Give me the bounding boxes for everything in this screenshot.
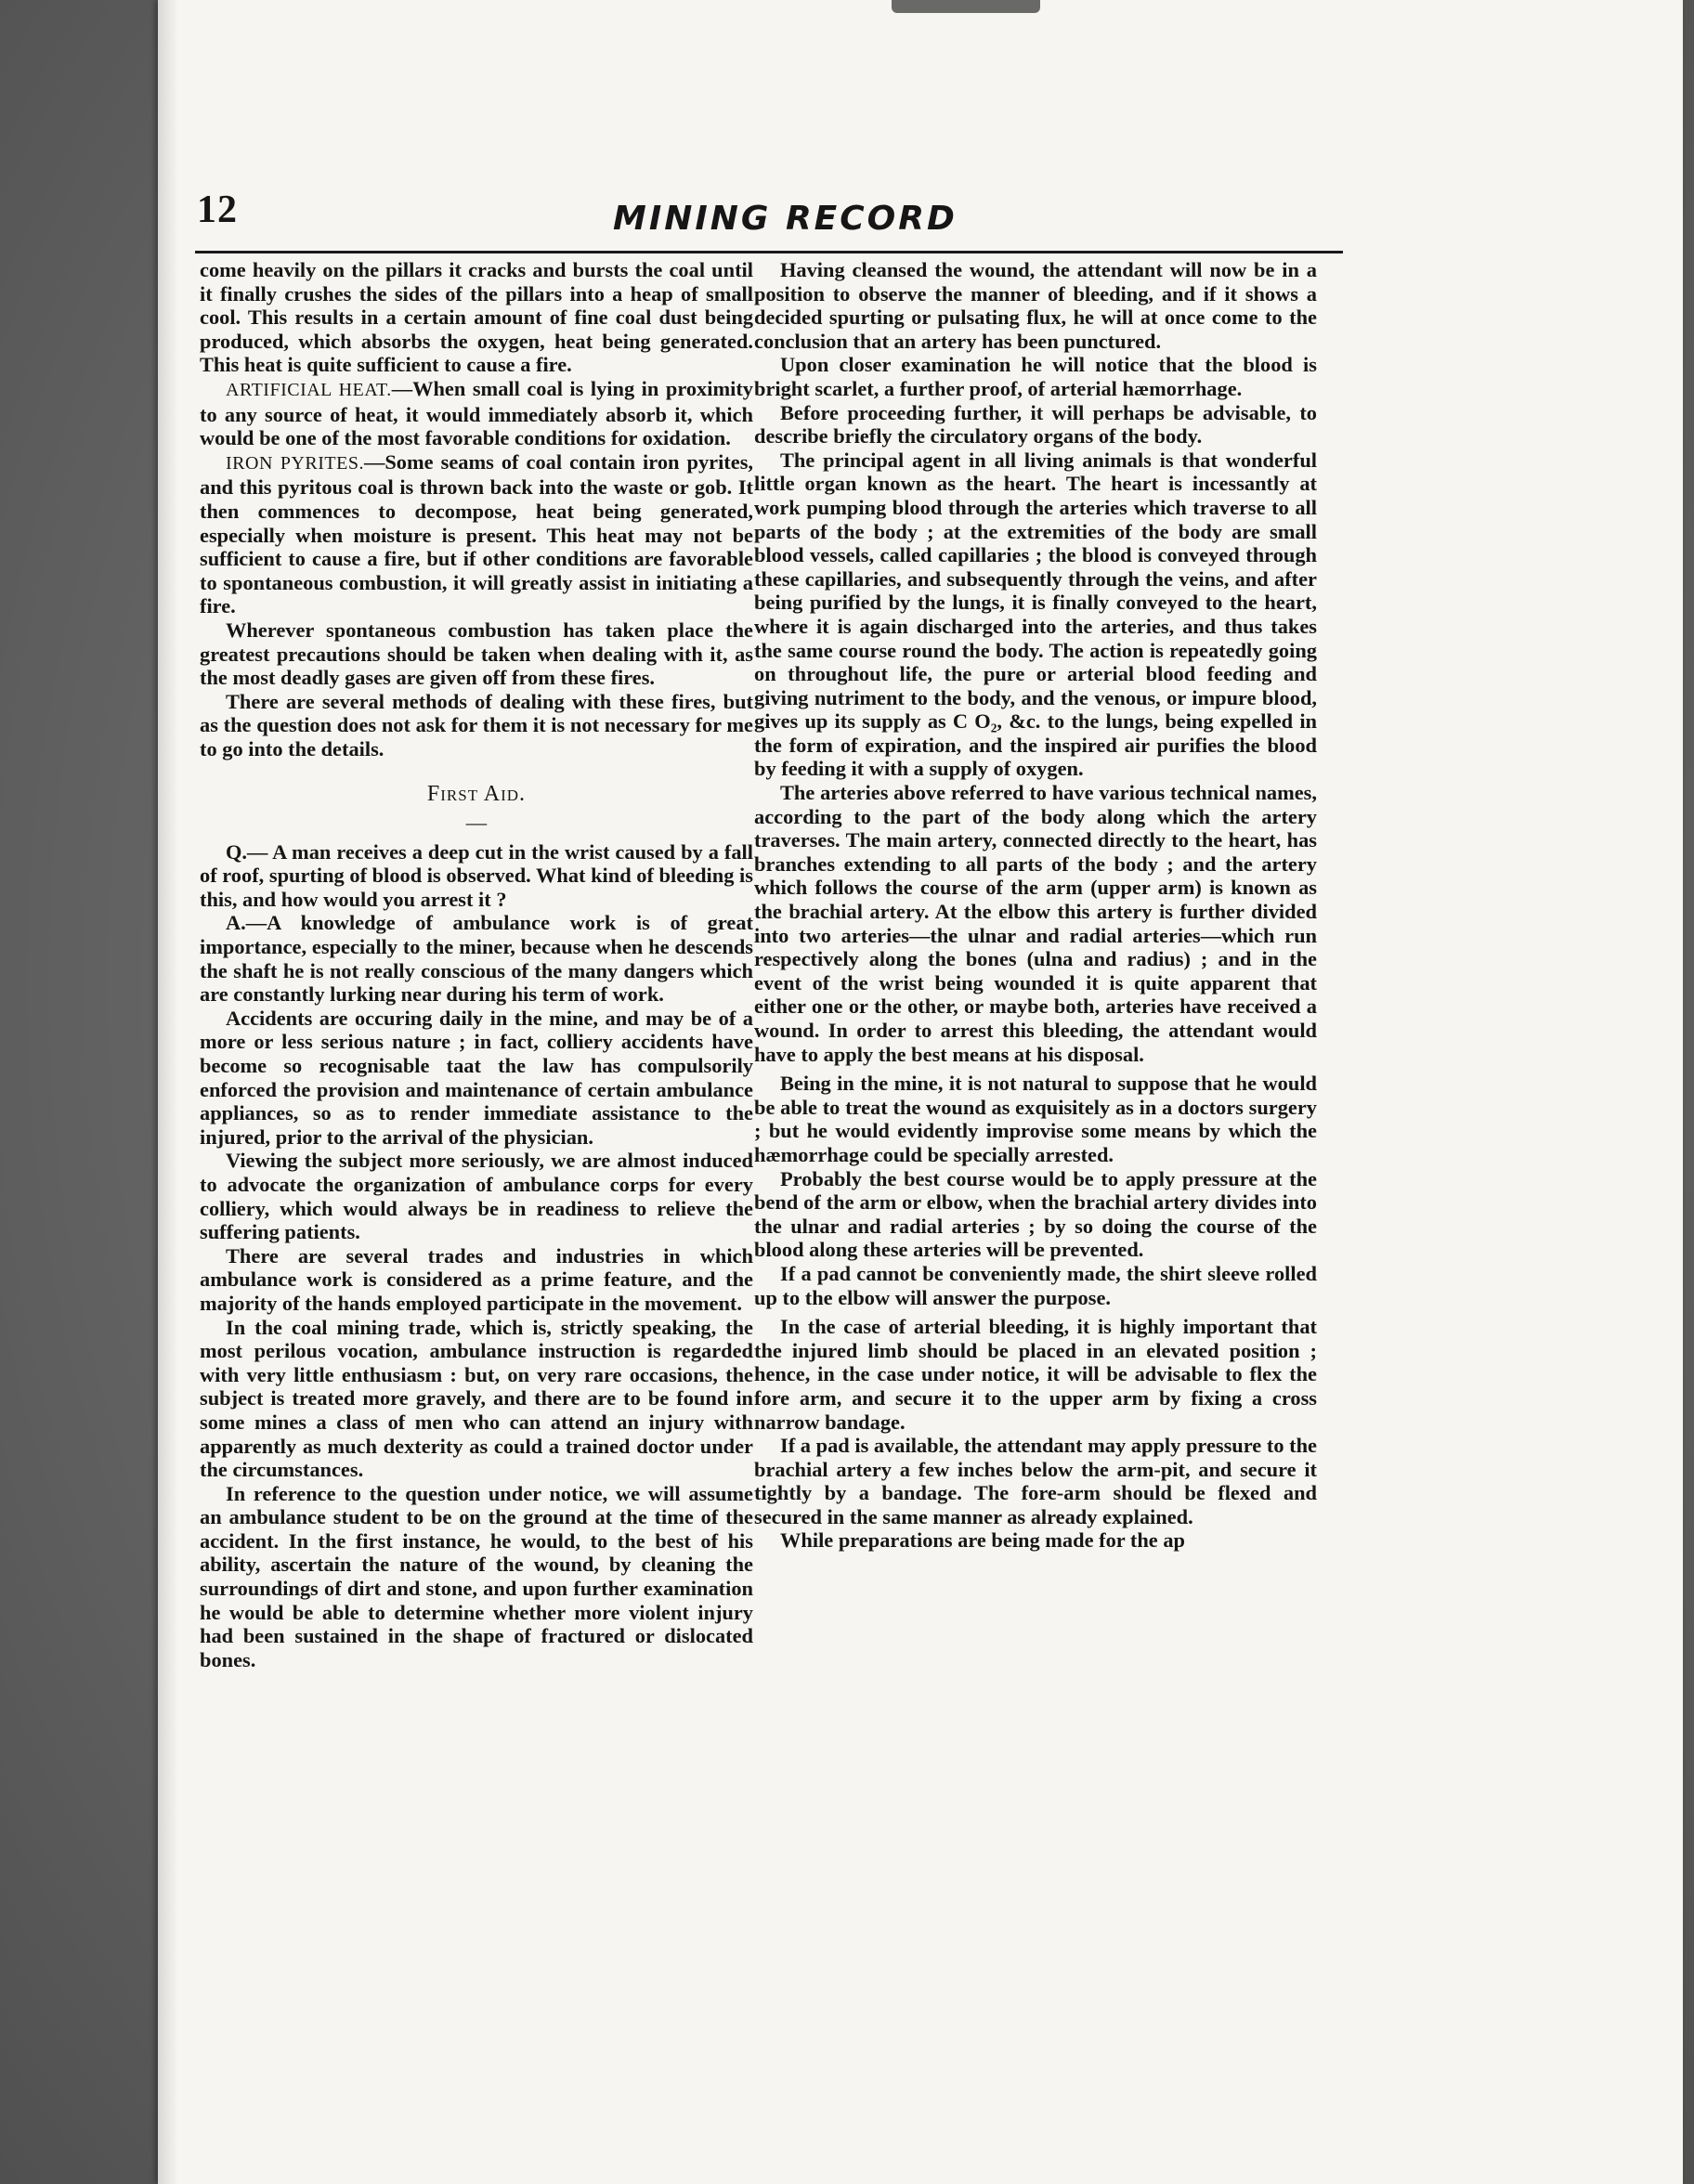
- paragraph: The arteries above referred to have various technical names, according to the part of the body along which the artery traverses. The main artery, connected directly to the heart, has branches extending to all parts of the body ; and the artery which follows the course of the arm (upper arm) is known as the brachial artery. At the elbow this artery is further divided into two arteries—the ulnar and radial arteries—which run respectively along the bones (ulna and radius) ; and in the event of the wrist being wounded it is quite apparent that either one or the other, or maybe both, arteries have received a wound. In order to arrest this bleeding, the attendant would have to apply the best means at his disposal.: [754, 781, 1317, 1066]
- paragraph: Probably the best course would be to apply pressure at the bend of the arm or elbow, when the brachial artery divides into the ulnar and radial arteries ; by so doing the course of the blood along these arteries will be prevented.: [754, 1166, 1317, 1262]
- paragraph: There are several trades and industries in which ambulance work is considered as a prime feature, and the majority of the hands employed participate in the movement.: [200, 1243, 753, 1315]
- page-number: 12: [197, 188, 238, 231]
- running-title: MINING RECORD: [613, 200, 958, 238]
- paragraph: Upon closer examination he will notice that the blood is bright scarlet, a further proof, of arterial hæmorrhage.: [754, 353, 1317, 400]
- paragraph: In reference to the question under notice, we will assume an ambulance student to be on the ground at the time of the accident. In the first instance, he would, to the best of his ability, ascertain the nature of the wound, by cleaning the surroundings of dirt and stone, and upon further examination he would be able to determine whether more violent injury had been sustained in the shape of fractured or dislocated bones.: [200, 1481, 753, 1671]
- paragraph: Accidents are occuring daily in the mine, and may be of a more or less serious nature ; in fact, colliery accidents have become so recognisable taat the law has compulsorily enforced the provision and maintenance of certain ambulance appliances, so as to render immediate assistance to the injured, prior to the arrival of the physician.: [200, 1006, 753, 1149]
- paragraph: The principal agent in all living animals is that wonderful little organ known as the heart. The heart is incessantly at work pumping blood through the arteries which traverse to all parts of the body ; at the extremities of the body are small blood vessels, called capillaries ; the blood is conveyed through these capillaries, and subsequently through the veins, and after being purified by the lungs, it is finally conveyed to the heart, where it is again discharged into the arteries, and thus takes the same course round the body. The action is repeatedly going on throughout life, the pure or arterial blood feeding and giving nutriment to the body, and the venous, or impure blood, gives up its supply as C O₂, &c. to the lungs, being expelled in the form of expiration, and the inspired air purifies the blood by feeding it with a supply of oxygen.: [754, 448, 1317, 781]
- paragraph: [200, 450, 753, 618]
- answer-paragraph: A.—A knowledge of ambulance work is of great importance, especially to the miner, because when he descends the shaft he is not really conscious of the many dangers which are constantly lurking near during his term of work.: [200, 911, 753, 1007]
- paragraph: If a pad cannot be conveniently made, the shirt sleeve rolled up to the elbow will answer the purpose.: [754, 1261, 1317, 1309]
- paragraph: In the coal mining trade, which is, strictly speaking, the most perilous vocation, ambulance instruction is regarded with very little enthusiasm : but, on very rare occasions, the subject is treated more gravely, and there are to be found in some mines a class of men who can attend an injury with apparently as much dexterity as could a trained doctor under the circumstances.: [200, 1315, 753, 1482]
- paragraph: Wherever spontaneous combustion has taken place the greatest precautions should be taken when dealing with it, as the most deadly gases are given off from these fires.: [200, 618, 753, 690]
- paragraph: While preparations are being made for the ap: [780, 1528, 1185, 1553]
- scan-artifact-mark: [892, 0, 1040, 13]
- paragraph: If a pad is available, the attendant may apply pressure to the brachial artery a few inches below the arm-pit, and secure it tightly by a bandage. The fore-arm should be flexed and secured in the same manner as already explained.: [754, 1434, 1317, 1528]
- header-rule: [195, 251, 1343, 254]
- right-column: [754, 258, 1317, 1553]
- page-edge-shadow: [158, 0, 178, 2184]
- paragraph: Having cleansed the wound, the attendant will now be in a position to observe the manner of bleeding, and if it shows a decided spurting or pulsating flux, he will at once come to the conclusion that an artery has been punctured.: [754, 258, 1317, 353]
- paragraph-label: ARTIFICIAL HEAT.: [226, 379, 392, 400]
- paragraph: come heavily on the pillars it cracks and bursts the coal until it finally crushes the sides of the pillars into a heap of small cool. This results in a certain amount of fine coal dust being produced, which absorbs the oxygen, heat being generated. This heat is quite sufficient to cause a fire.: [200, 258, 753, 377]
- question-paragraph: Q.— A man receives a deep cut in the wrist caused by a fall of roof, spurting of blood is observed. What kind of bleeding is this, and how would you arrest it ?: [200, 839, 753, 911]
- section-dash: —: [465, 811, 488, 835]
- paragraph-text: —Some seams of coal contain iron pyrites, and this pyritous coal is thrown back into the waste or gob. It then commences to decompose, heat being generated, especially when moisture is present. This heat may not be sufficient to cause a fire, but if other conditions are favorable to spontaneous combustion, it will greatly assist in initiating a fire.: [200, 449, 754, 618]
- paragraph: In the case of arterial bleeding, it is highly important that the injured limb should be placed in an elevated position ; hence, in the case under notice, it will be advisable to flex the fore arm, and secure it to the upper arm by fixing a cross narrow bandage.: [754, 1315, 1317, 1434]
- left-column: [200, 258, 753, 1671]
- paragraph: [200, 377, 753, 450]
- paragraph: Before proceeding further, it will perhaps be advisable, to describe briefly the circulatory organs of the body.: [754, 400, 1317, 448]
- paragraph: Being in the mine, it is not natural to suppose that he would be able to treat the wound as exquisitely as in a doctors surgery ; but he would evidently improvise some means by which the hæmorrhage could be specially arrested.: [754, 1072, 1317, 1166]
- paragraph-text: —When small coal is lying in proximity to any source of heat, it would immediately absorb it, which would be one of the most favorable conditions for oxidation.: [200, 376, 753, 450]
- paragraph-label: IRON PYRITES.: [226, 452, 364, 474]
- paragraph: Viewing the subject more seriously, we are almost induced to advocate the organization of ambulance corps for every colliery, which would always be in readiness to relieve the suffering patients.: [200, 1149, 753, 1244]
- section-heading: First Aid.: [426, 782, 527, 807]
- paragraph: There are several methods of dealing with these fires, but as the question does not ask for them it is not necessary for me to go into the details.: [200, 689, 753, 760]
